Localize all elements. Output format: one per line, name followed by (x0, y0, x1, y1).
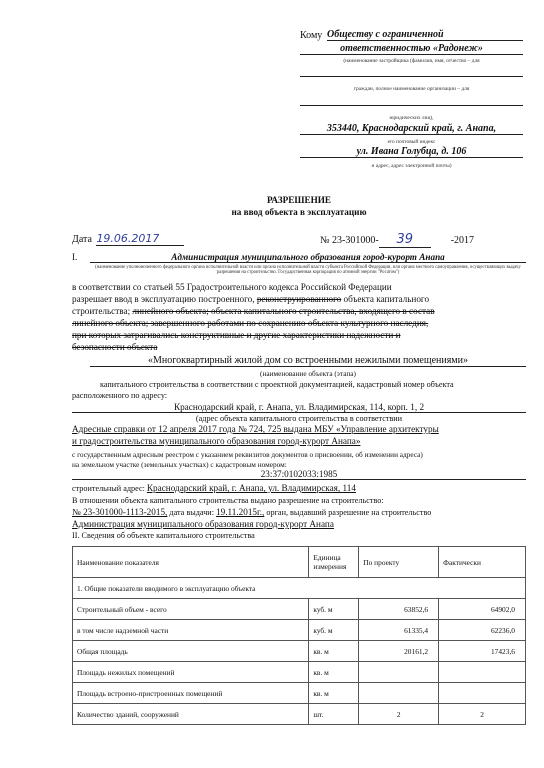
row-project: 63852,6 (359, 599, 439, 620)
cadastral-number: 23:37:0102033:1985 (72, 469, 526, 480)
strike-text-1: линейного объекта; объекта капитального строительства, входящего в состав (132, 306, 435, 316)
ref-caption-2: на земельном участке (земельных участках) с кадастровым номером: (72, 460, 287, 469)
table-row (73, 662, 526, 683)
ref-caption-1: с государственным адресным реестром с указанием реквизитов документов о присвоении, об изменении адреса) (72, 450, 423, 459)
section2-title: II. Сведения об объекте капитального строительства (72, 531, 255, 540)
table-group-row (73, 578, 526, 599)
table-row (73, 620, 526, 641)
strike-text-2: линейного объекта; завершенного работами по сохранению объекта культурного наследия, (72, 318, 429, 328)
blank-line-2 (300, 104, 523, 106)
addressee-address-1: 353440, Краснодарский край, г. Анапа, (300, 123, 523, 135)
building-address: строительный адрес: Краснодарский край, г. Анапа, ул. Владимирская, 114 (72, 483, 356, 493)
strike-text-4: безопасности объекта (72, 342, 158, 352)
row-unit: шт. (309, 704, 359, 725)
address-caption: (адрес объекта капитального строительства в соответствии (195, 414, 403, 423)
document-title: РАЗРЕШЕНИЕ (266, 195, 332, 205)
object-name-caption: (наименование объекта (этапа) (260, 369, 356, 378)
addressee-name-line-2: ответственностью «Радонеж» (300, 43, 523, 55)
permit-authority: Администрация муниципального образования город-курорт Анапа (72, 519, 334, 529)
date-field: Дата 19.06.2017 (72, 232, 184, 246)
addressee-address-2: ул. Ивана Голубца, д. 106 (300, 146, 523, 158)
date-handwritten: 19.06.2017 (96, 232, 184, 246)
row-unit: кв. м (309, 662, 359, 683)
row-actual: 17423,6 (439, 641, 526, 662)
row-project: 2 (359, 704, 439, 725)
permit-no: № 23-301000-1113-2015, (72, 507, 168, 517)
row-project: 20161,2 (359, 641, 439, 662)
building-address-value: Краснодарский край, г. Анапа, ул. Владимирская, 114 (146, 483, 356, 493)
row-actual (439, 662, 526, 683)
row-project (359, 662, 439, 683)
row-label: Площадь встроено-пристроенных помещений (73, 683, 309, 704)
table-row (73, 641, 526, 662)
row-actual: 2 (439, 704, 526, 725)
object-text-2: расположенного по адресу: (72, 391, 168, 400)
table-row (73, 704, 526, 725)
row-actual: 62236,0 (439, 620, 526, 641)
row-project: 61335,4 (359, 620, 439, 641)
row-label: Площадь нежилых помещений (73, 662, 309, 683)
row-project (359, 683, 439, 704)
blank-line (300, 75, 523, 77)
table-row (73, 683, 526, 704)
permit-number: № 23-301000- 39 -2017 (320, 232, 475, 247)
table-row (73, 599, 526, 620)
row-label: Строительный объем - всего (73, 599, 309, 620)
strike-reconstructed: реконструированного (256, 294, 342, 304)
addressee-label: Кому (300, 30, 323, 41)
permit-line-2: № 23-301000-1113-2015, дата выдачи: 19.11.2015г., орган, выдавший разрешение на строительство (72, 507, 432, 517)
address-ref-2: и градостроительства муниципального образования город-курорт Анапа» (72, 436, 361, 446)
row-unit: куб. м (309, 620, 359, 641)
header-actual: Фактически (439, 547, 526, 578)
addressee-caption-2: граждан, полное наименование организации – для (353, 86, 470, 92)
row-label: Количество зданий, сооружений (73, 704, 309, 725)
addressee-caption-4: его почтовый индекс (387, 139, 436, 145)
row-label: Общая площадь (73, 641, 309, 662)
strike-text-3: при которых затрагивались конструктивные и другие характеристики надежности и (72, 330, 401, 340)
section-roman: I. (72, 252, 78, 262)
row-unit: кв. м (309, 641, 359, 662)
header-indicator: Наименование показателя (73, 547, 309, 578)
para1-line-3: строительства; линейного объекта; объекта капитального строительства, входящего в состав (72, 306, 435, 316)
indicators-table (72, 546, 526, 725)
para1-line-2: разрешает ввод в эксплуатацию построенного, реконструированного объекта капитального (72, 294, 430, 304)
table-header-row (73, 547, 526, 578)
row-unit: кв. м (309, 683, 359, 704)
row-actual: 64902,0 (439, 599, 526, 620)
authority-caption: (наименование уполномоченного федерального органа исполнительной власти или органа исполнительной власти субъекта Российской Федерации, или органа местного самоуправления, осуществляющих выдачу разрешения на строительство. Государственная корпорация по атомной энергии "Росатом") (95, 265, 521, 276)
addressee-caption-3: юридических лиц), (389, 115, 434, 121)
header-unit: Единица измерения (309, 547, 359, 578)
row-label: в том числе надземной части (73, 620, 309, 641)
issuing-authority: Администрация муниципального образования город-курорт Анапа (90, 252, 526, 263)
object-text-1: капитального строительства в соответствии с проектной документацией, кадастровый номер объекта (100, 380, 454, 389)
permit-date: 19.11.2015г., (216, 507, 265, 517)
address-ref-1: Адресные справки от 12 апреля 2017 года № 724, 725 выдана МБУ «Управление архитектуры (72, 424, 439, 434)
addressee-caption-5: и адрес, адрес электронной почты) (371, 163, 452, 169)
permit-line-1: В отношении объекта капитального строительства выдано разрешение на строительство: (72, 496, 384, 505)
para1-line-1: в соответствии со статьей 55 Градостроительного кодекса Российской Федерации (72, 282, 392, 292)
document-subtitle: на ввод объекта в эксплуатацию (231, 207, 367, 217)
addressee-name-line-1: Обществу с ограниченной (327, 29, 523, 41)
object-name: «Многоквартирный жилой дом со встроенными нежилыми помещениями» (90, 355, 526, 367)
object-address: Краснодарский край, г. Анапа, ул. Владимирская, 114, корп. 1, 2 (72, 402, 526, 413)
permit-number-handwritten: 39 (379, 232, 431, 248)
row-actual (439, 683, 526, 704)
permit-number-prefix: 23-301000- (332, 235, 379, 246)
group-title: 1. Общие показатели вводимого в эксплуатацию объекта (73, 578, 526, 599)
header-project: По проекту (359, 547, 439, 578)
permit-number-suffix: -2017 (450, 235, 475, 246)
addressee-caption-1: (наименование застройщика (фамилия, имя, отчество – для (343, 58, 480, 64)
row-unit: куб. м (309, 599, 359, 620)
